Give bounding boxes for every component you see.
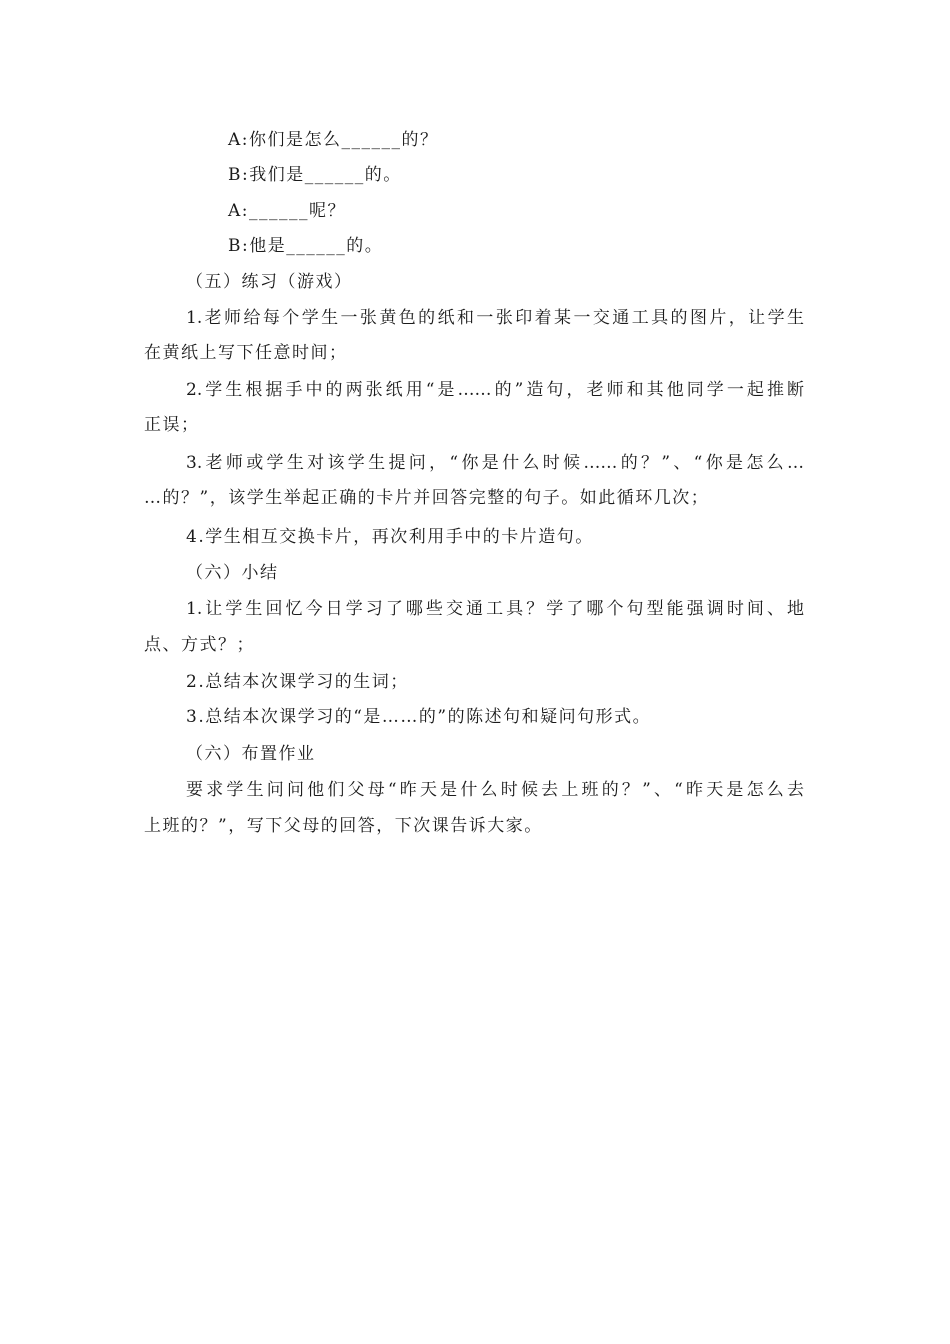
section-heading-homework: （六）布置作业 bbox=[186, 744, 316, 764]
practice-item-2-line-2: 正误； bbox=[144, 415, 200, 435]
homework-line-1: 要求学生问问他们父母“昨天是什么时候去上班的？”、“昨天是怎么去 bbox=[186, 780, 804, 800]
dialogue-line-b2: B:他是______的。 bbox=[228, 236, 384, 256]
summary-item-1-line-1: 1.让学生回忆今日学习了哪些交通工具？学了哪个句型能强调时间、地 bbox=[186, 599, 804, 619]
summary-item-2: 2.总结本次课学习的生词； bbox=[186, 672, 409, 692]
practice-item-2-line-1: 2.学生根据手中的两张纸用“是……的”造句，老师和其他同学一起推断 bbox=[186, 380, 804, 400]
practice-item-1-line-2: 在黄纸上写下任意时间； bbox=[144, 343, 348, 363]
dialogue-line-a1: A:你们是怎么______的？ bbox=[228, 130, 439, 150]
section-heading-practice: （五）练习（游戏） bbox=[186, 272, 353, 292]
practice-item-1-line-1: 1.老师给每个学生一张黄色的纸和一张印着某一交通工具的图片，让学生 bbox=[186, 308, 804, 328]
practice-item-3-line-2: …的？”，该学生举起正确的卡片并回答完整的句子。如此循环几次； bbox=[144, 488, 710, 508]
practice-item-3-line-1: 3.老师或学生对该学生提问，“你是什么时候……的？”、“你是怎么… bbox=[186, 453, 804, 473]
homework-line-2: 上班的？”，写下父母的回答，下次课告诉大家。 bbox=[144, 816, 543, 836]
dialogue-line-a2: A:______呢？ bbox=[228, 201, 347, 221]
practice-item-4: 4.学生相互交换卡片，再次利用手中的卡片造句。 bbox=[186, 527, 594, 547]
section-heading-summary: （六）小结 bbox=[186, 563, 279, 583]
summary-item-3: 3.总结本次课学习的“是……的”的陈述句和疑问句形式。 bbox=[186, 707, 652, 727]
summary-item-1-line-2: 点、方式？； bbox=[144, 635, 255, 655]
dialogue-line-b1: B:我们是______的。 bbox=[228, 165, 402, 185]
